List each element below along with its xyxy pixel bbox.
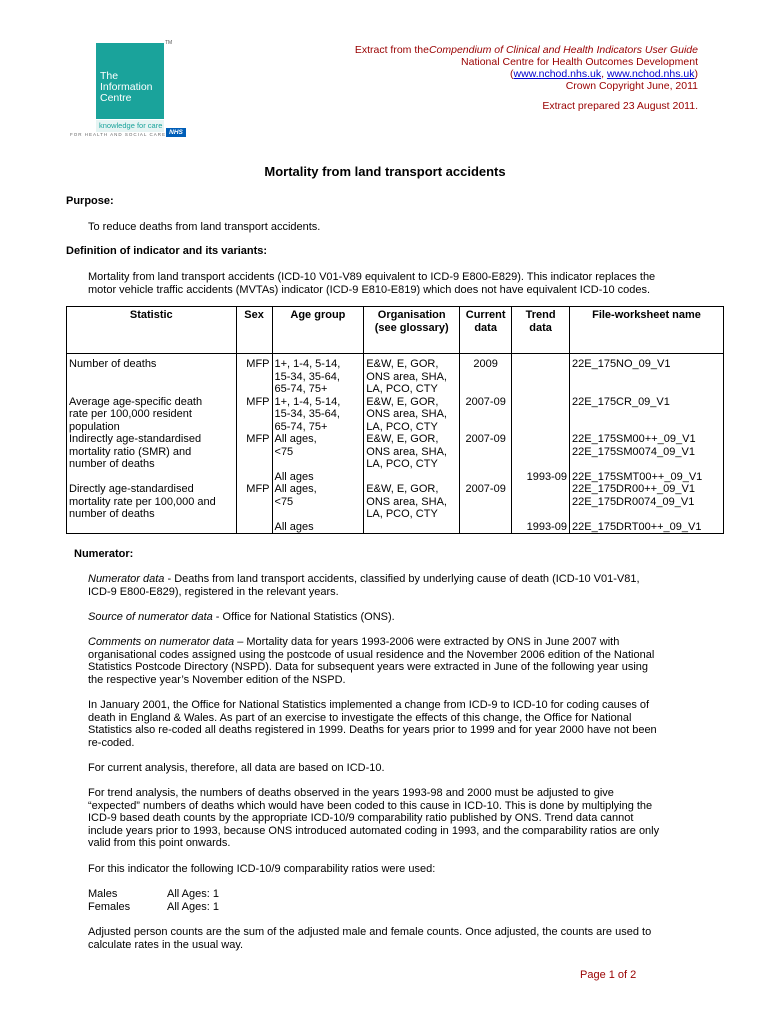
jan-paragraph-line-1: In January 2001, the Office for National Statistics implemented a change from ICD-9 to ICD-10 for coding causes of: [88, 699, 650, 711]
numerator-data-line-1: [88, 573, 640, 586]
numerator-data-text: - Deaths from land transport accidents, classified by underlying cause of death (ICD-10 V01-V81,: [164, 573, 640, 585]
extract-prefix: Extract from the: [354, 44, 429, 56]
trend-paragraph-line-3: ICD-9 based death counts by the appropriate ICD-10/9 comparability ratio published by ONS. Trend data cannot: [88, 812, 634, 824]
nhs-logo: NHS: [166, 128, 186, 137]
cell-sex: MFP: [236, 354, 272, 396]
cell-statistic: Directly age-standardised mortality rate per 100,000 and number of deaths: [67, 483, 237, 521]
cell-age-group: All ages: [272, 471, 364, 484]
cell-statistic: Number of deaths: [67, 354, 237, 396]
cell-current-data: 2007-09: [460, 396, 512, 434]
cell-age-group: All ages, <75: [272, 433, 364, 471]
cell-statistic: [67, 521, 237, 534]
cell-organisation: [364, 471, 460, 484]
col-header-current-data: Current data: [460, 307, 512, 354]
page-number: Page 1 of 2: [580, 969, 637, 981]
col-header-age-group: Age group: [272, 307, 364, 354]
males-value: All Ages: 1: [167, 888, 219, 900]
cell-age-group: All ages: [272, 521, 364, 534]
logo-tagline: knowledge for care: [96, 120, 164, 132]
adjusted-paragraph-line-1: Adjusted person counts are the sum of the adjusted male and female counts. Once adjusted, the counts are used to: [88, 926, 652, 938]
cell-age-group: 1+, 1-4, 5-14, 15-34, 35-64, 65-74, 75+: [272, 354, 364, 396]
trend-paragraph-line-1: For trend analysis, the numbers of deaths observed in the years 1993-98 and 2000 must be adjusted to give: [88, 787, 614, 799]
cell-sex: MFP: [236, 433, 272, 471]
jan-paragraph-line-3: Statistics also re-coded all deaths registered in 1999. Deaths for years prior to 1999 and for year 2000 have not been: [88, 724, 657, 736]
header-links: [510, 68, 698, 80]
col-header-sex: Sex: [236, 307, 272, 354]
numerator-source-text: - Office for National Statistics (ONS).: [212, 611, 395, 623]
cell-sex: MFP: [236, 483, 272, 521]
comments-line-3: Statistics Postcode Directory (NSPD). Data for subsequent years were extracted in June of the following year using: [88, 661, 649, 673]
numerator-data-line-2: ICD-9 E800-E829), registered in the relevant years.: [88, 586, 339, 598]
comments-line-4: the respective year’s November edition of the NSPD.: [88, 674, 346, 686]
cell-current-data: [460, 471, 512, 484]
cell-sex: [236, 521, 272, 534]
cell-current-data: 2007-09: [460, 483, 512, 521]
jan-paragraph-line-2: death in England & Wales. As part of an exercise to investigate the effects of this change, the Office for National: [88, 712, 632, 724]
jan-paragraph-line-4: re-coded.: [88, 737, 135, 749]
link-open-paren: (: [510, 68, 514, 80]
logo-subtitle: FOR HEALTH AND SOCIAL CARE: [70, 132, 167, 137]
cell-trend-data: [512, 433, 570, 471]
cell-file-worksheet: 22E_175DRT00++_09_V1: [570, 521, 724, 534]
logo-trademark: TM: [165, 40, 173, 46]
logo-line-2: Information: [100, 81, 153, 93]
numerator-source-label: Source of numerator data: [88, 611, 213, 623]
definition-heading: Definition of indicator and its variants:: [66, 245, 268, 257]
cell-organisation: E&W, E, GOR, ONS area, SHA, LA, PCO, CTY: [364, 433, 460, 471]
cell-statistic: [67, 471, 237, 484]
cell-trend-data: 1993-09: [512, 521, 570, 534]
logo-line-1: The: [100, 70, 119, 82]
nchod-link-1[interactable]: www.nchod.nhs.uk: [513, 68, 602, 80]
definition-line-1: Mortality from land transport accidents (ICD-10 V01-V89 equivalent to ICD-9 E800-E829). This indicator replaces the: [88, 271, 656, 283]
logo-line-3: Centre: [100, 92, 132, 104]
cell-current-data: 2007-09: [460, 433, 512, 471]
cell-current-data: 2009: [460, 354, 512, 396]
cell-trend-data: 1993-09: [512, 471, 570, 484]
definition-line-2: motor vehicle traffic accidents (MVTAs) indicator (ICD-9 E810-E819) which does not have equivalent ICD-10 codes.: [88, 284, 651, 296]
header-extract: [355, 44, 698, 56]
cell-file-worksheet: 22E_175NO_09_V1: [570, 354, 724, 396]
information-centre-logo: [96, 43, 164, 119]
cell-file-worksheet: 22E_175SMT00++_09_V1: [570, 471, 724, 484]
cell-file-worksheet: 22E_175CR_09_V1: [570, 396, 724, 434]
cell-file-worksheet: 22E_175SM00++_09_V1 22E_175SM0074_09_V1: [570, 433, 724, 471]
table-row: [67, 433, 724, 471]
col-header-organisation: Organisation (see glossary): [364, 307, 460, 354]
trend-paragraph-line-5: valid from this point onwards.: [88, 837, 231, 849]
col-header-trend-data: Trend data: [512, 307, 570, 354]
cell-age-group: All ages, <75: [272, 483, 364, 521]
header-copyright: Crown Copyright June, 2011: [565, 80, 698, 92]
purpose-heading: Purpose:: [66, 195, 114, 207]
table-row: [67, 471, 724, 484]
nchod-link-2[interactable]: www.nchod.nhs.uk: [606, 68, 695, 80]
comments-text: – Mortality data for years 1993-2006 were extracted by ONS in June 2007 with: [234, 636, 620, 648]
page-title: Mortality from land transport accidents: [264, 164, 506, 179]
link-separator: ,: [601, 68, 607, 80]
numerator-data-label: Numerator data: [88, 573, 165, 585]
cell-file-worksheet: 22E_175DR00++_09_V1 22E_175DR0074_09_V1: [570, 483, 724, 521]
comments-line-1: [88, 636, 619, 649]
col-header-file-worksheet: File-worksheet name: [570, 307, 724, 354]
cell-age-group: 1+, 1-4, 5-14, 15-34, 35-64, 65-74, 75+: [272, 396, 364, 434]
males-label: Males: [88, 888, 118, 900]
link-close-paren: ): [694, 68, 698, 80]
cell-sex: MFP: [236, 396, 272, 434]
cell-sex: [236, 471, 272, 484]
purpose-text: To reduce deaths from land transport accidents.: [88, 221, 321, 233]
header-org: National Centre for Health Outcomes Development: [461, 56, 698, 68]
cell-statistic: Indirectly age-standardised mortality ratio (SMR) and number of deaths: [67, 433, 237, 471]
adjusted-paragraph-line-2: calculate rates in the usual way.: [88, 939, 244, 951]
females-value: All Ages: 1: [167, 901, 219, 913]
cell-statistic: Average age-specific death rate per 100,000 resident population: [67, 396, 237, 434]
header-prepared: Extract prepared 23 August 2011.: [542, 100, 698, 112]
numerator-source: [88, 611, 395, 624]
extract-guide-title: Compendium of Clinical and Health Indicators User Guide: [428, 44, 698, 56]
numerator-heading: Numerator:: [74, 548, 134, 560]
table-row: [67, 354, 724, 396]
table-row: [67, 396, 724, 434]
col-header-statistic: Statistic: [67, 307, 237, 354]
comments-line-2: organisational codes assigned using the postcode of usual residence and the November 2006 edition of the National: [88, 649, 655, 661]
cell-trend-data: [512, 396, 570, 434]
current-analysis-paragraph: For current analysis, therefore, all data are based on ICD-10.: [88, 762, 385, 774]
trend-paragraph-line-2: “expected” numbers of deaths which would have been coded to this cause in ICD-10. This is done by multiplying the: [88, 800, 653, 812]
cell-trend-data: [512, 483, 570, 521]
comments-label: Comments on numerator data: [88, 636, 235, 648]
ratios-paragraph: For this indicator the following ICD-10/9 comparability ratios were used:: [88, 863, 436, 875]
table-row: [67, 483, 724, 521]
cell-organisation: E&W, E, GOR, ONS area, SHA, LA, PCO, CTY: [364, 396, 460, 434]
females-label: Females: [88, 901, 131, 913]
indicator-table: [66, 306, 724, 534]
cell-organisation: [364, 521, 460, 534]
cell-trend-data: [512, 354, 570, 396]
table-header-row: [67, 307, 724, 354]
trend-paragraph-line-4: include years prior to 1993, because ONS introduced automated coding in 1993, and the comparability ratios are only: [88, 825, 660, 837]
cell-current-data: [460, 521, 512, 534]
cell-organisation: E&W, E, GOR, ONS area, SHA, LA, PCO, CTY: [364, 354, 460, 396]
cell-organisation: E&W, E, GOR, ONS area, SHA, LA, PCO, CTY: [364, 483, 460, 521]
table-row: [67, 521, 724, 534]
